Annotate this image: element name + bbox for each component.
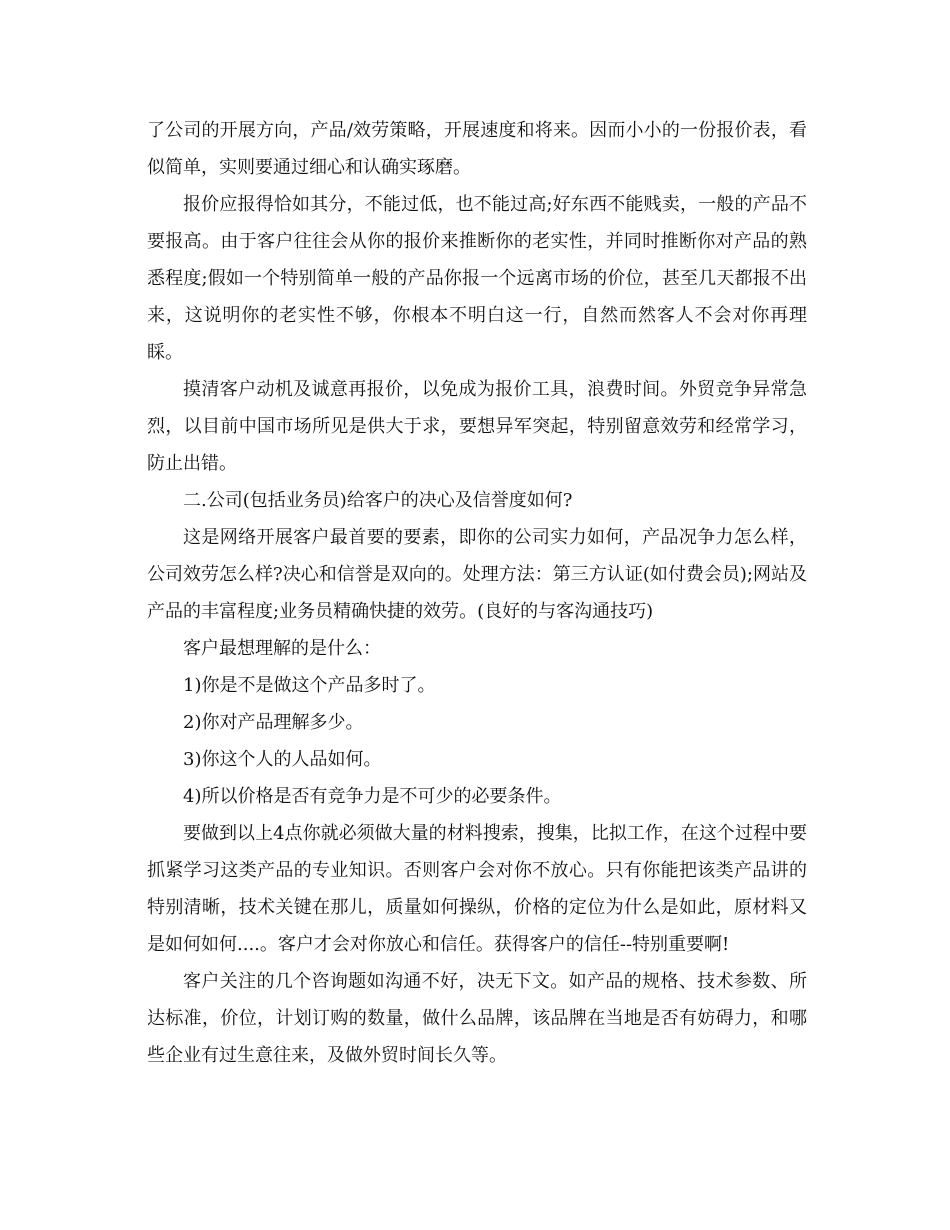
paragraph-6: 要做到以上4点你就必须做大量的材料搜索，搜集，比拟工作，在这个过程中要抓紧学习这类产品的专业知识。否则客户会对你不放心。只有你能把该类产品讲的特别清晰，技术关键在那儿，质量如何操纵，价格的定位为什么是如此，原材料又是如何如何....。客户才会对你放心和信任。获得客户的信任--特别重要啊! bbox=[147, 823, 807, 955]
paragraph-5: 客户最想理解的是什么： bbox=[183, 638, 381, 659]
paragraph-7: 客户关注的几个咨询题如沟通不好，决无下文。如产品的规格、技术参数、所达标准，价位，计划订购的数量，做什么品牌，该品牌在当地是否有妨碍力，和哪些企业有过生意往来，及做外贸时间长久等。 bbox=[147, 971, 807, 1066]
list-item-3: 3)你这个人的人品如何。 bbox=[183, 749, 382, 770]
list-item-4: 4)所以价格是否有竞争力是不可少的必要条件。 bbox=[183, 786, 562, 807]
list-item-1: 1)你是不是做这个产品多时了。 bbox=[183, 675, 436, 696]
document-body bbox=[147, 112, 807, 1074]
paragraph-2: 报价应报得恰如其分，不能过低，也不能过高;好东西不能贱卖，一般的产品不要报高。由于客户往往会从你的报价来推断你的老实性，并同时推断你对产品的熟悉程度;假如一个特别简单一般的产品你报一个远离市场的价位，甚至几天都报不出来，这说明你的老实性不够，你根本不明白这一行，自然而然客人不会对你再理睬。 bbox=[147, 194, 807, 363]
paragraph-4: 这是网络开展客户最首要的要素，即你的公司实力如何，产品况争力怎么样，公司效劳怎么样?决心和信誉是双向的。处理方法：第三方认证(如付费会员);网站及产品的丰富程度;业务员精确快捷的效劳。(良好的与客沟通技巧) bbox=[147, 527, 807, 622]
paragraph-1: 了公司的开展方向，产品/效劳策略，开展速度和将来。因而小小的一份报价表，看似简单，实则要通过细心和认确实琢磨。 bbox=[147, 120, 807, 178]
section-heading: 二.公司(包括业务员)给客户的决心及信誉度如何? bbox=[183, 490, 573, 511]
paragraph-3: 摸清客户动机及诚意再报价，以免成为报价工具，浪费时间。外贸竞争异常急烈，以目前中国市场所见是供大于求，要想异军突起，特别留意效劳和经常学习，防止出错。 bbox=[147, 379, 807, 474]
list-item-2: 2)你对产品理解多少。 bbox=[183, 712, 364, 733]
